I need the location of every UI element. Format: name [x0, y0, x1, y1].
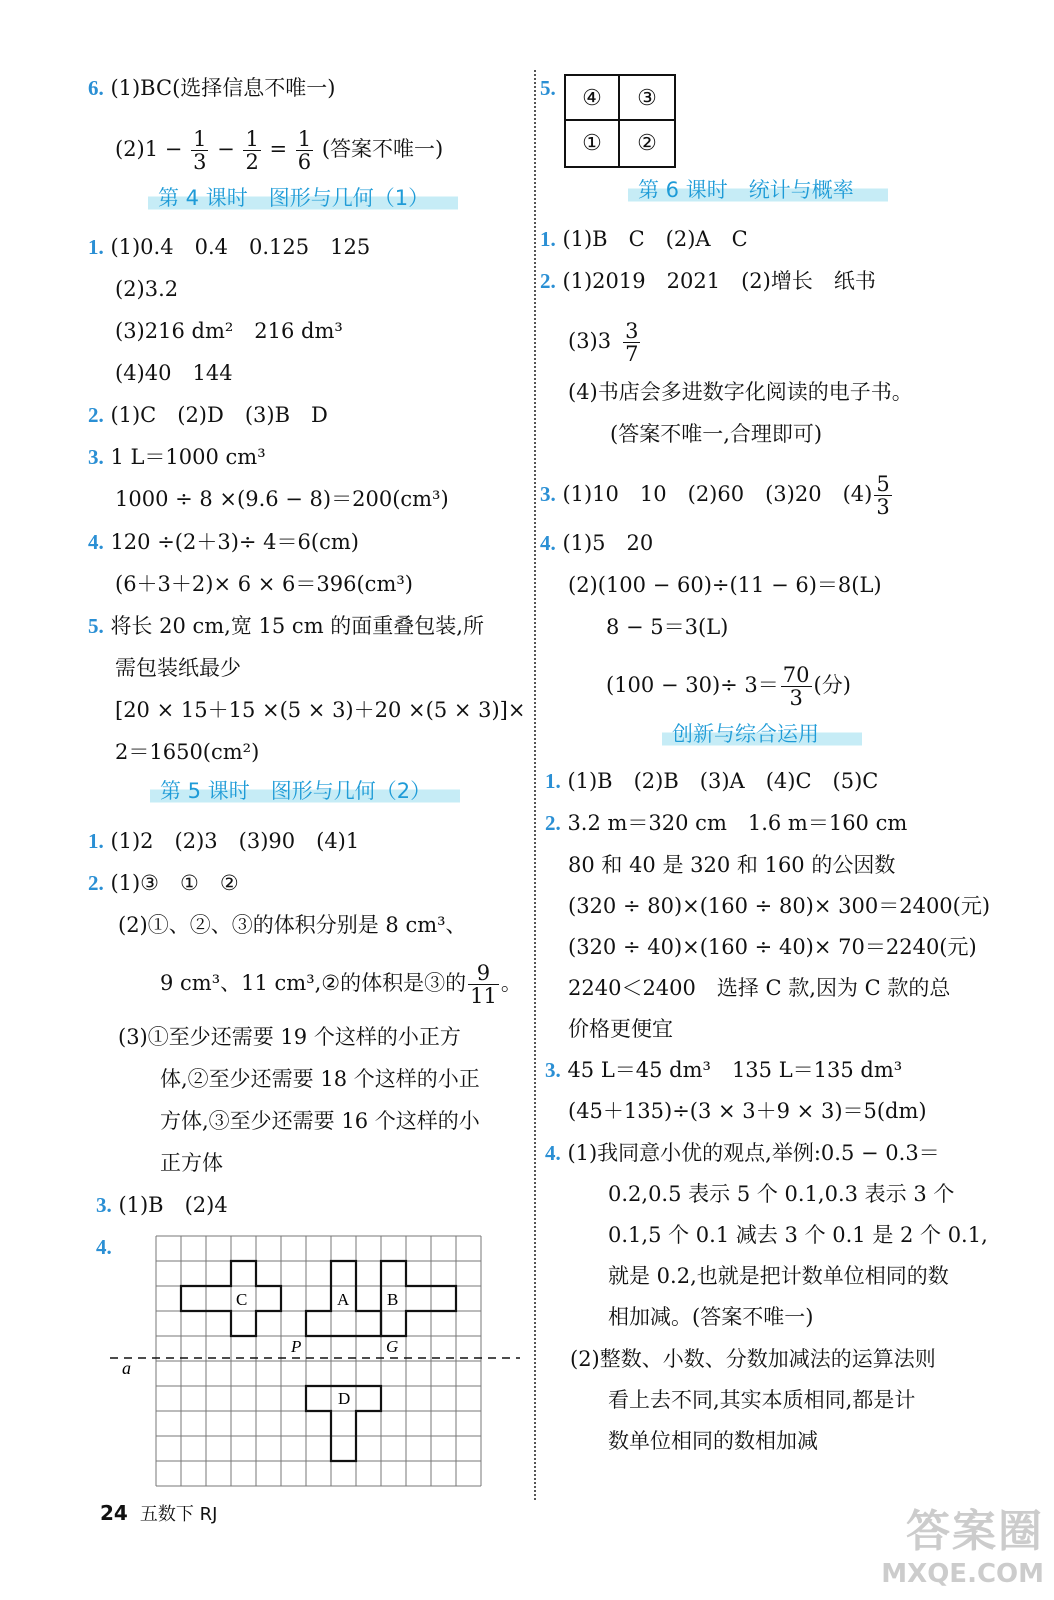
denominator: 7 — [625, 342, 639, 366]
inn-question-4-line-8: 数单位相同的数相加减 — [608, 1429, 818, 1453]
l4-question-5-line-2: 需包装纸最少 — [115, 656, 241, 680]
inn-question-4-line-2: 0.2,0.5 表示 5 个 0.1,0.3 表示 3 个 — [608, 1182, 955, 1206]
answer-text: (3)3 — [568, 329, 612, 353]
answer-box — [564, 74, 676, 168]
denominator: 6 — [297, 150, 312, 174]
fraction-5-3 — [874, 473, 891, 518]
minus-sign: − — [217, 137, 235, 161]
watermark-bottom: MXQE.COM — [881, 1559, 1044, 1589]
l4-question-5-line-4: 2＝1650(cm²) — [115, 740, 260, 764]
label-a: A — [337, 1290, 350, 1309]
l4-question-1-line-3: (3)216 dm² 216 dm³ — [115, 319, 343, 343]
l6-question-2-line-1 — [540, 266, 876, 296]
l6-question-3 — [540, 473, 894, 518]
label-g: G — [386, 1337, 399, 1356]
l4-question-5-line-3: [20 × 15＋15 ×(5 × 3)＋20 ×(5 × 3)]× — [115, 698, 526, 722]
question-6-part-2 — [115, 128, 443, 173]
question-number: 4. — [96, 1235, 112, 1259]
equals-sign: = — [269, 137, 288, 161]
l4-question-1-line-4: (4)40 144 — [115, 361, 233, 385]
section-heading-lesson-6: 第 6 课时 统计与概率 — [628, 175, 888, 205]
l4-question-3-line-2: 1000 ÷ 8 ×(9.6 − 8)＝200(cm³) — [115, 487, 449, 511]
denominator: 3 — [876, 495, 890, 519]
inn-question-2-line-3: (320 ÷ 80)×(160 ÷ 80)× 300＝2400(元) — [568, 894, 991, 918]
inn-question-4-line-7: 看上去不同,其实本质相同,都是计 — [608, 1388, 916, 1412]
l4-question-4-line-1 — [88, 527, 359, 557]
answer-text: 9 cm³、11 cm³,②的体积是③的 — [160, 971, 467, 995]
answer-text: 3.2 m＝320 cm 1.6 m＝160 cm — [567, 811, 908, 835]
l5-question-2-line-5: 体,②至少还需要 18 个这样的小正 — [160, 1067, 480, 1091]
fraction-1-3 — [191, 128, 208, 173]
grid-figure — [110, 1228, 530, 1498]
l5-question-2-line-4: (3)①至少还需要 19 个这样的小正方 — [118, 1025, 461, 1049]
inn-question-4-line-4: 就是 0.2,也就是把计数单位相同的数 — [608, 1264, 949, 1288]
page-number: 24 — [100, 1501, 128, 1525]
answer-text: (1)我同意小优的观点,举例:0.5 − 0.3＝ — [567, 1141, 940, 1165]
answer-text: (100 − 30)÷ 3＝ — [606, 673, 779, 697]
question-number: 4. — [545, 1141, 561, 1165]
answer-text: (1)B (2)4 — [118, 1193, 228, 1217]
denominator: 11 — [470, 984, 497, 1008]
answer-text: (分) — [813, 673, 851, 697]
question-number: 3. — [545, 1058, 561, 1082]
l6-question-4-line-1 — [540, 528, 653, 558]
r-question-5-label — [540, 73, 556, 103]
l6-question-1 — [540, 224, 748, 254]
inn-question-3-line-1 — [545, 1055, 902, 1085]
question-number: 1. — [545, 769, 561, 793]
grid-lines — [156, 1236, 481, 1486]
answer-text: (1)BC(选择信息不唯一) — [110, 76, 336, 100]
question-number: 3. — [96, 1193, 112, 1217]
answer-text: (1)0.4 0.4 0.125 125 — [110, 235, 371, 259]
numerator: 70 — [782, 663, 810, 687]
box-cell: ③ — [620, 76, 674, 121]
answer-text: (答案不唯一) — [321, 137, 444, 161]
l6-question-2-line-2 — [568, 320, 642, 365]
box-cell: ② — [637, 131, 657, 156]
section-heading-innovation: 创新与综合运用 — [662, 719, 862, 749]
question-6-part-1 — [88, 73, 335, 103]
question-number: 3. — [88, 445, 104, 469]
label-d: D — [338, 1389, 351, 1408]
numerator: 3 — [625, 319, 639, 343]
l4-question-1-line-1 — [88, 232, 370, 262]
inn-question-2-line-1 — [545, 808, 907, 838]
numerator: 5 — [876, 472, 890, 496]
l4-question-2 — [88, 400, 328, 430]
l5-question-2-line-2: (2)①、②、③的体积分别是 8 cm³、 — [118, 913, 467, 937]
l4-question-3-line-1 — [88, 442, 266, 472]
l6-question-4-line-3: 8 − 5＝3(L) — [606, 615, 729, 639]
page-footer — [100, 1500, 217, 1526]
l4-question-1-line-2: (2)3.2 — [115, 277, 179, 301]
watermark-top: 答案圈 — [906, 1506, 1044, 1557]
question-number: 5. — [88, 614, 104, 638]
column-divider — [534, 70, 536, 1500]
box-cell: ① — [566, 121, 620, 166]
l5-question-2-line-7: 正方体 — [160, 1151, 223, 1175]
box-cell: ④ — [566, 76, 620, 121]
numerator: 1 — [245, 127, 259, 151]
answer-text: (1)2019 2021 (2)增长 纸书 — [562, 269, 876, 293]
inn-question-2-line-4: (320 ÷ 40)×(160 ÷ 40)× 70＝2240(元) — [568, 935, 977, 959]
l5-question-3 — [96, 1190, 228, 1220]
fraction-1-2 — [243, 128, 260, 173]
numerator: 9 — [468, 962, 499, 985]
l6-question-2-line-3: (4)书店会多进数字化阅读的电子书。 — [568, 380, 913, 404]
inn-question-1 — [545, 766, 878, 796]
label-p: P — [291, 1337, 302, 1356]
inn-question-4-line-3: 0.1,5 个 0.1 减去 3 个 0.1 是 2 个 0.1, — [608, 1223, 988, 1247]
question-number: 3. — [540, 482, 556, 506]
answer-text: (1)2 (2)3 (3)90 (4)1 — [110, 829, 360, 853]
question-number: 2. — [545, 811, 561, 835]
answer-text: 1 L＝1000 cm³ — [110, 445, 266, 469]
fraction-70-3 — [781, 664, 812, 709]
question-number: 4. — [540, 531, 556, 555]
l5-question-2-line-6: 方体,③至少还需要 16 个这样的小 — [160, 1109, 480, 1133]
numerator: 1 — [193, 127, 207, 151]
axis-label: a — [122, 1358, 131, 1378]
inn-question-2-line-5: 2240＜2400 选择 C 款,因为 C 款的总 — [568, 976, 951, 1000]
question-number: 6. — [88, 76, 104, 100]
question-number: 2. — [88, 871, 104, 895]
section-heading-lesson-5: 第 5 课时 图形与几何（2） — [150, 776, 460, 806]
fraction-1-6 — [296, 128, 313, 173]
question-number: 2. — [88, 403, 104, 427]
denominator: 3 — [789, 686, 803, 710]
answer-text: (1)5 20 — [562, 531, 654, 555]
answer-text: (1)③ ① ② — [110, 871, 239, 895]
numerator: 1 — [297, 127, 312, 151]
question-number: 5. — [540, 76, 556, 100]
inn-question-2-line-6: 价格更便宜 — [568, 1017, 673, 1041]
inn-question-4-line-6: (2)整数、小数、分数加减法的运算法则 — [570, 1347, 936, 1371]
watermark — [881, 1495, 1044, 1589]
inn-question-2-line-2: 80 和 40 是 320 和 160 的公因数 — [568, 853, 896, 877]
label-b: B — [387, 1290, 399, 1309]
fraction-3-7 — [623, 320, 640, 365]
question-number: 4. — [88, 530, 104, 554]
answer-text: (1)10 10 (2)60 (3)20 (4) — [562, 482, 873, 506]
book-label: 五数下 RJ — [139, 1504, 218, 1525]
denominator: 3 — [193, 150, 207, 174]
question-number: 2. — [540, 269, 556, 293]
question-number: 1. — [540, 227, 556, 251]
section-heading-lesson-4: 第 4 课时 图形与几何（1） — [148, 183, 458, 213]
inn-question-4-line-5: 相加减。(答案不唯一) — [608, 1305, 814, 1329]
answer-text: 。 — [500, 971, 522, 995]
l5-question-2-line-1 — [88, 868, 239, 898]
answer-text: (2)1 − — [115, 137, 183, 161]
inn-question-4-line-1 — [545, 1138, 940, 1168]
l4-question-5-line-1 — [88, 611, 484, 641]
l6-question-2-line-4: (答案不唯一,合理即可) — [610, 422, 823, 446]
l6-question-4-line-4 — [606, 664, 851, 709]
answer-text: (1)B (2)B (3)A (4)C (5)C — [567, 769, 879, 793]
inn-question-3-line-2: (45＋135)÷(3 × 3＋9 × 3)＝5(dm) — [568, 1099, 927, 1123]
fraction-9-11 — [468, 962, 499, 1007]
answer-text: (1)C (2)D (3)B D — [110, 403, 328, 427]
label-c: C — [236, 1290, 248, 1309]
question-number: 1. — [88, 829, 104, 853]
answer-text: (1)B C (2)A C — [562, 227, 748, 251]
l4-question-4-line-2: (6＋3＋2)× 6 × 6＝396(cm³) — [115, 572, 413, 596]
answer-text: 45 L＝45 dm³ 135 L＝135 dm³ — [567, 1058, 903, 1082]
l5-question-1 — [88, 826, 359, 856]
denominator: 2 — [245, 150, 259, 174]
answer-text: 将长 20 cm,宽 15 cm 的面重叠包装,所 — [110, 614, 484, 638]
question-number: 1. — [88, 235, 104, 259]
answer-text: 120 ÷(2＋3)÷ 4＝6(cm) — [110, 530, 359, 554]
l6-question-4-line-2: (2)(100 − 60)÷(11 − 6)＝8(L) — [568, 573, 882, 597]
l5-question-2-line-3 — [160, 962, 522, 1007]
